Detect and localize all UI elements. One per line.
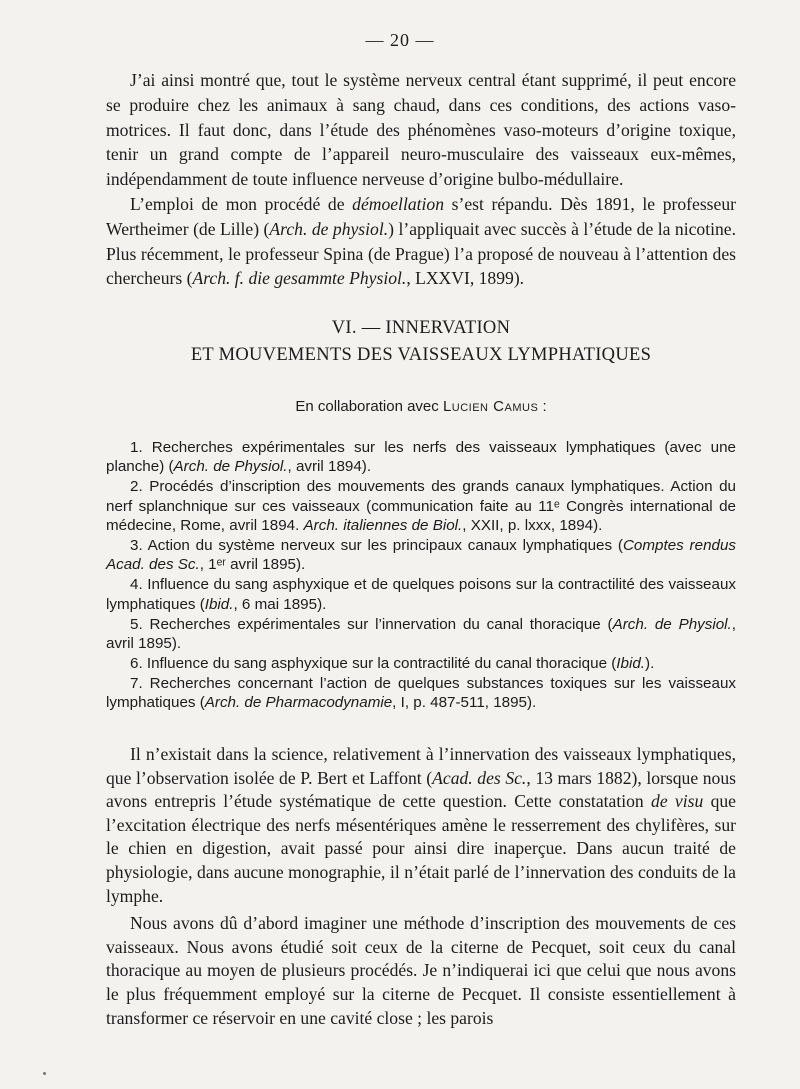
italic-text: démoellation bbox=[352, 193, 445, 214]
body-text bbox=[106, 743, 736, 1030]
text-run: Il n’existait dans la science, relativement à l’innervation des vaisseaux lymphatiques, que l’observation isolée de P. Bert et Laffont ( bbox=[106, 744, 736, 788]
text-run: 3. Action du système nerveux sur les principaux canaux lymphatiques ( bbox=[130, 537, 623, 555]
collab-prefix: En collaboration avec bbox=[295, 398, 443, 415]
reference-item bbox=[106, 654, 736, 673]
italic-text: Arch. de Physiol. bbox=[173, 458, 288, 476]
italic-text: Comptes rendus Acad. des Sc. bbox=[106, 537, 736, 574]
paragraph bbox=[106, 192, 736, 291]
italic-text: Arch. de Pharmacodynamie bbox=[204, 694, 393, 712]
text-run: , 1ᵉʳ avril 1895). bbox=[199, 556, 306, 574]
italic-text: de visu bbox=[651, 791, 704, 812]
text-run: , avril 1894). bbox=[287, 458, 372, 476]
text-run: L’emploi de mon procédé de bbox=[130, 193, 353, 214]
italic-text: Arch. f. die gesammte Physiol. bbox=[192, 268, 407, 289]
text-run: s’est répandu. Dès 1891, le professeur Wertheimer (de Lille) ( bbox=[106, 193, 736, 239]
text-run: , I, p. 487-511, 1895). bbox=[392, 694, 537, 712]
italic-text: Ibid. bbox=[616, 654, 646, 672]
reference-item bbox=[106, 438, 736, 477]
italic-text: Arch. de physiol. bbox=[269, 218, 389, 239]
text-run: 1. Recherches expérimentales sur les nerfs des vaisseaux lymphatiques (avec une planche) ( bbox=[106, 439, 736, 476]
reference-item bbox=[106, 575, 736, 614]
section-title-line-2: ET MOUVEMENTS DES VAISSEAUX LYMPHATIQUES bbox=[190, 345, 652, 365]
page-number: — 20 — bbox=[365, 30, 435, 50]
collaboration-line bbox=[106, 398, 736, 415]
text-run: 4. Influence du sang asphyxique et de quelques poisons sur la contractilité des vaisseaux lymphatiques ( bbox=[106, 576, 736, 613]
paragraph bbox=[106, 743, 736, 908]
text-run: que l’excitation électrique des nerfs mésentériques amène le resserrement des chylifères, sur le chien en digestion, avait passé pour ainsi dire inaperçue. Dans aucun traité de physiologie, dans aucune monographie, il n’était parlé de l’innervation des conduits de la lymphe. bbox=[106, 791, 736, 906]
section-title-line-1: VI. — INNERVATION bbox=[331, 318, 511, 338]
reference-item bbox=[106, 615, 736, 654]
reference-item bbox=[106, 674, 736, 713]
text-run: , avril 1895). bbox=[106, 615, 736, 653]
text-run: ). bbox=[645, 654, 655, 672]
text-run: Nous avons dû d’abord imaginer une méthode d’inscription des mouvements de ces vaisseaux. Nous avons étudié soit ceux de la citerne de Pecquet, soit ceux du canal thoracique au moyen de plusieurs procédés. Je n’indiquerai ici que celui que nous avons le plus fréquemment employé sur la citerne de Pecquet. Il consiste essentiellement à transformer ce réservoir en une cavité close ; les parois bbox=[106, 913, 736, 1028]
italic-text: Arch. de Physiol. bbox=[612, 615, 732, 633]
reference-item bbox=[106, 477, 736, 535]
speck bbox=[43, 1072, 46, 1075]
text-run: J’ai ainsi montré que, tout le système nerveux central étant supprimé, il peut encore se produire chez les animaux à sang chaud, dans ces conditions, des actions vaso-motrices. Il faut donc, dans l’étude des phénomènes vaso-moteurs d’origine toxique, tenir un grand compte de l’appareil neuro-musculaire des vaisseaux eux-mêmes, indépendamment de toute influence nerveuse d’origine bulbo-médullaire. bbox=[106, 70, 736, 190]
text-run: , XXII, p. lxxx, 1894). bbox=[462, 517, 603, 535]
italic-text: Ibid. bbox=[204, 595, 234, 613]
text-run: 5. Recherches expérimentales sur l’innervation du canal thoracique ( bbox=[130, 615, 613, 633]
intro-text bbox=[106, 68, 736, 291]
reference-item bbox=[106, 536, 736, 575]
text-run: , LXXVI, 1899). bbox=[406, 268, 525, 289]
text-run: 6. Influence du sang asphyxique sur la contractilité du canal thoracique ( bbox=[130, 654, 617, 672]
text-run: , 13 mars 1882), lorsque nous avons entrepris l’étude systématique de cette question. Cette constatation bbox=[106, 767, 736, 812]
text-run: 7. Recherches concernant l’action de quelques substances toxiques sur les vaisseaux lymphatiques ( bbox=[106, 674, 736, 712]
text-run: ) l’appliquait avec succès à l’étude de la nicotine. Plus récemment, le professeur Spina (de Prague) l’a proposé de nouveau à l’attention des chercheurs ( bbox=[106, 218, 736, 289]
paragraph bbox=[106, 912, 736, 1030]
italic-text: Acad. des Sc. bbox=[432, 767, 527, 788]
italic-text: Arch. italiennes de Biol. bbox=[303, 517, 463, 535]
collab-suffix: : bbox=[538, 398, 547, 415]
text-run: , 6 mai 1895). bbox=[233, 595, 327, 613]
paragraph bbox=[106, 68, 736, 192]
text-run: 2. Procédés d’inscription des mouvements des grands canaux lymphatiques. Action du nerf splanchnique sur ces vaisseaux (communication faite au 11ᵉ Congrès international de médecine, Rome, avril 1894. bbox=[106, 478, 736, 535]
reference-list bbox=[106, 438, 736, 713]
collab-name: Lucien Camus bbox=[442, 398, 539, 415]
